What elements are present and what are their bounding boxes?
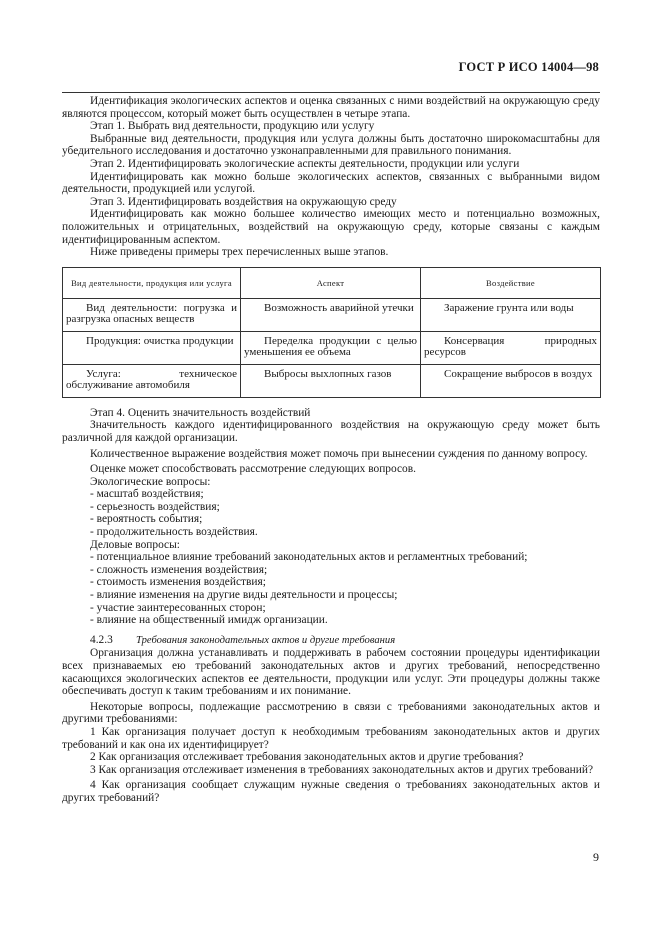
table-cell: Консервация природных ресурсов xyxy=(421,331,601,364)
examples-intro: Ниже приведены примеры трех перечисленных выше этапов. xyxy=(90,246,389,259)
table-cell: Переделка продукции с целью уменьшения ее объема xyxy=(241,331,421,364)
list-item: - вероятность события; xyxy=(90,513,600,526)
table-header-impact: Воздействие xyxy=(421,267,601,298)
table-cell: Возможность аварийной утечки xyxy=(241,298,421,331)
page-content xyxy=(62,95,600,805)
question-4: 4 Как организация сообщает служащим нужные сведения о требованиях законодательных актов и других требований? xyxy=(62,779,600,804)
stage-2-title: Этап 2. Идентифицировать экологические аспекты деятельности, продукции или услуги xyxy=(90,157,520,170)
business-questions-list xyxy=(62,551,600,627)
table-cell: Продукция: очистка продукции xyxy=(63,331,241,364)
table-cell: Заражение грунта или воды xyxy=(421,298,601,331)
header-rule xyxy=(62,92,600,93)
question-3: 3 Как организация отслеживает изменения в требованиях законодательных актов и других требований? xyxy=(90,763,594,776)
stage-3-text: Идентифицировать как можно большее количество имеющих место и потенциально возможных, положительных и отрицательных, воздействий на окружающую среду, которые связаны с каждым идентифицированным аспектом. xyxy=(62,208,600,246)
table-header-aspect: Аспект xyxy=(241,267,421,298)
table-row xyxy=(63,364,601,397)
business-questions-title: Деловые вопросы: xyxy=(90,538,180,551)
list-item: - масштаб воздействия; xyxy=(90,488,600,501)
section-heading xyxy=(62,634,600,648)
stage-4-text-2: Количественное выражение воздействия может помочь при вынесении суждения по данному вопросу. xyxy=(90,447,588,460)
stage-3-title: Этап 3. Идентифицировать воздействия на окружающую среду xyxy=(90,195,397,208)
eco-questions-title: Экологические вопросы: xyxy=(90,475,211,488)
section-title: Требования законодательных актов и другие требования xyxy=(136,634,396,646)
intro-paragraph: Идентификация экологических аспектов и оценка связанных с ними воздействий на окружающую среду являются процессом, который может быть осуществлен в четыре этапа. xyxy=(62,95,600,120)
section-number: 4.2.3 xyxy=(90,633,113,646)
eco-questions-list xyxy=(62,488,600,538)
list-item: - потенциальное влияние требований законодательных актов и регламентных требований; xyxy=(90,551,600,564)
stage-4-text-1: Значительность каждого идентифицированного воздействия на окружающую среду может быть различной для каждой организации. xyxy=(62,419,600,444)
page-number: 9 xyxy=(593,850,599,864)
list-item: - влияние изменения на другие виды деятельности и процессы; xyxy=(90,589,600,602)
stage-4-title: Этап 4. Оценить значительность воздействий xyxy=(90,406,311,419)
section-paragraph-1: Организация должна устанавливать и поддерживать в рабочем состоянии процедуры идентификации всех признаваемых ею требований законодательных актов и других требований, непосредственно касающихся экологических аспектов ее деятельности, продукции или услуг. Эти процедуры должны также обеспечивать доступ к таким требованиям и их понимание. xyxy=(62,647,600,698)
question-1: 1 Как организация получает доступ к необходимым требованиям законодательных актов и других требований и как она их идентифицирует? xyxy=(62,725,600,751)
list-item: - серьезность воздействия; xyxy=(90,501,600,514)
table-cell: Вид деятельности: погрузка и разгрузка опасных веществ xyxy=(63,298,241,331)
table-cell: Выбросы выхлопных газов xyxy=(241,364,421,397)
list-item: - сложность изменения воздействия; xyxy=(90,564,600,577)
table-row xyxy=(63,298,601,331)
stage-2-text: Идентифицировать как можно больше экологических аспектов, связанных с выбранными видом деятельности, продукцией или услугой. xyxy=(62,170,600,196)
list-item: - участие заинтересованных сторон; xyxy=(90,602,600,615)
table-row xyxy=(63,331,601,364)
table-header-row xyxy=(63,267,601,298)
table-header-activity: Вид деятельности, продукция или услуга xyxy=(63,267,241,298)
table-cell: Сокращение выбросов в воздух xyxy=(421,364,601,397)
list-item: - продолжительность воздействия. xyxy=(90,526,600,539)
stage-4-text-3: Оценке может способствовать рассмотрение следующих вопросов. xyxy=(90,463,416,476)
list-item: - влияние на общественный имидж организации. xyxy=(90,614,600,627)
examples-table xyxy=(62,267,601,398)
stage-1-title: Этап 1. Выбрать вид деятельности, продукцию или услугу xyxy=(90,120,375,133)
table-cell: Услуга: техническое обслуживание автомобиля xyxy=(63,364,241,397)
stage-1-text: Выбранные вид деятельности, продукция или услуга должны быть достаточно широкомасштабны для убедительного исследования и достаточно узконаправленными для правильного понимания. xyxy=(62,132,600,158)
list-item: - стоимость изменения воздействия; xyxy=(90,576,600,589)
document-code: ГОСТ Р ИСО 14004—98 xyxy=(458,60,599,74)
section-paragraph-2: Некоторые вопросы, подлежащие рассмотрению в связи с требованиями законодательных актов и другими требованиями: xyxy=(62,700,600,726)
question-2: 2 Как организация отслеживает требования законодательных актов и другие требования? xyxy=(90,751,524,764)
examples-table-wrapper xyxy=(62,267,600,398)
